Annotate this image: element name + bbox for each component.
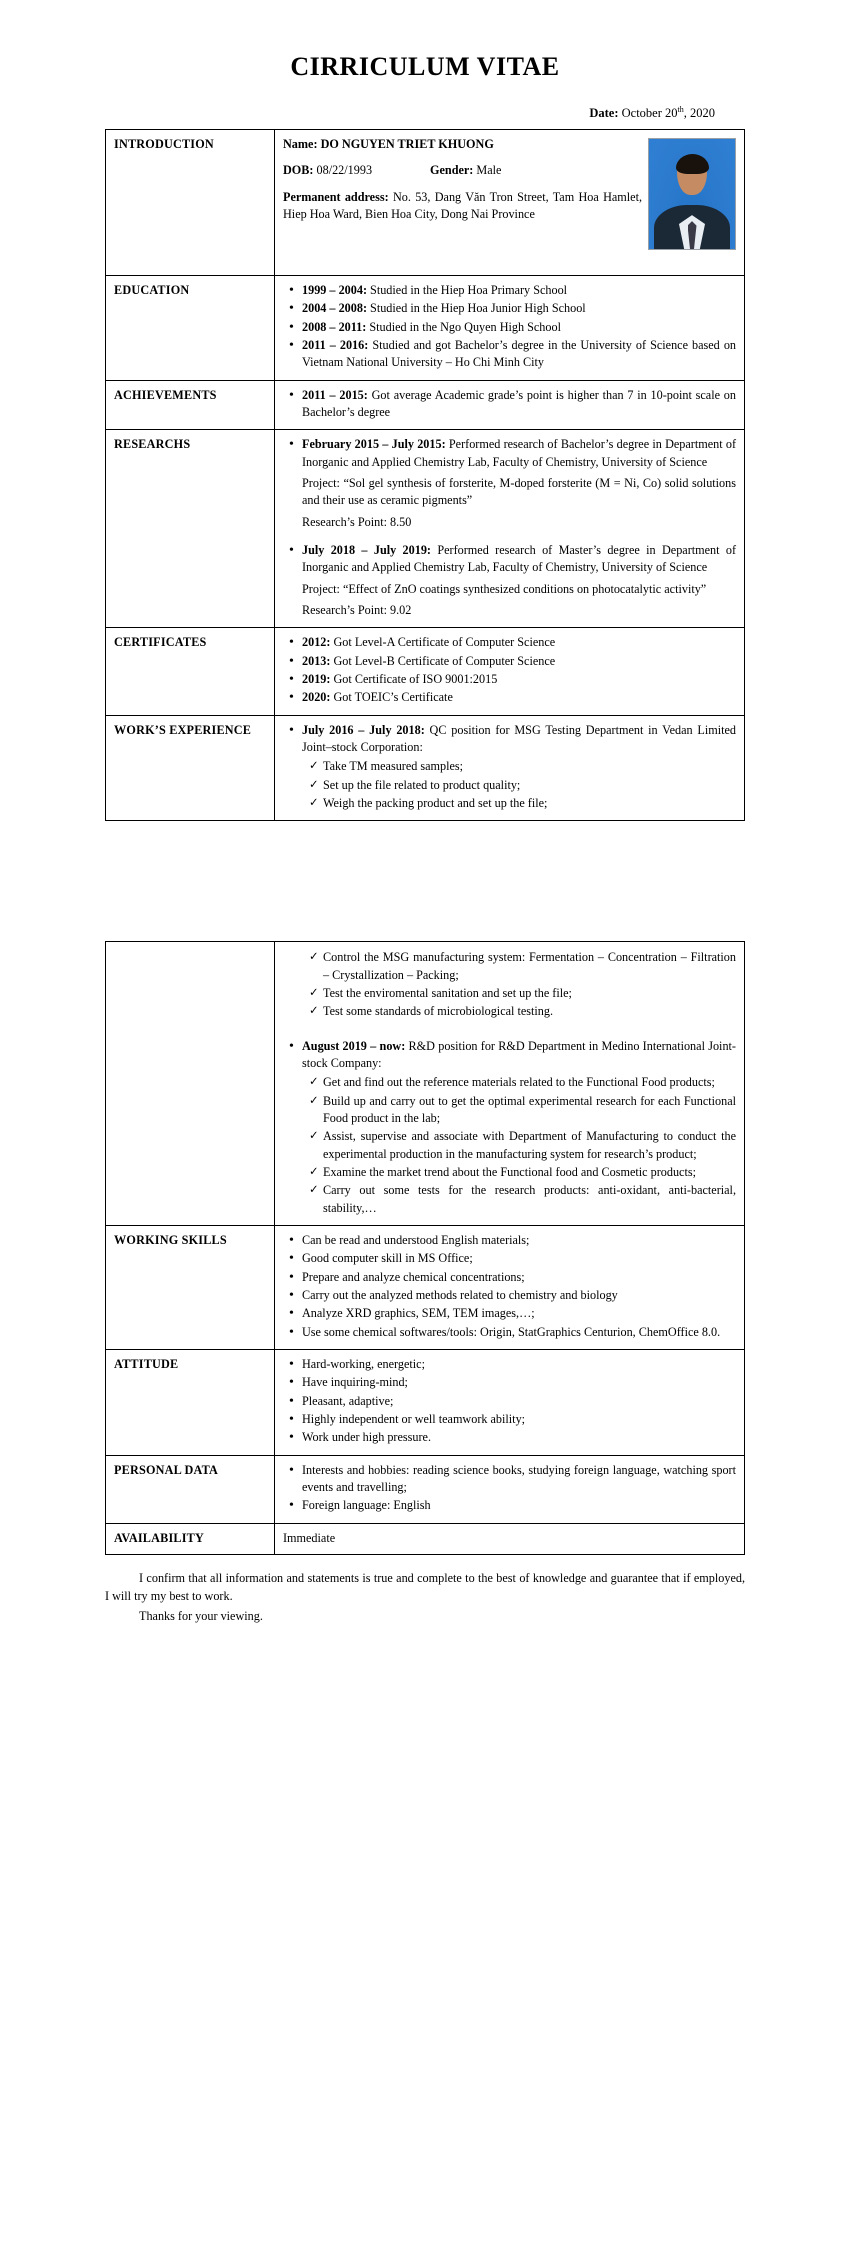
table-row-personal-data	[106, 1455, 745, 1523]
list-item: ✓ Control the MSG manufacturing system: Fermentation – Concentration – Filtration – Crystallization – Packing;	[323, 949, 736, 984]
row-label-work-experience-continued	[106, 942, 275, 1226]
list-item: ✓ Build up and carry out to get the optimal experimental research for each Functional Food product in the lab;	[323, 1093, 736, 1128]
certificate-year: 2019:	[302, 672, 331, 687]
list-item: ✓ Take TM measured samples;	[323, 758, 736, 775]
table-row-achievements	[106, 380, 745, 430]
date-label: Date:	[589, 106, 619, 121]
list-item	[302, 300, 736, 317]
list-item: ✓ Weigh the packing product and set up the file;	[323, 795, 736, 812]
list-item	[302, 387, 736, 422]
education-period: 1999 – 2004:	[302, 283, 367, 298]
research-text: Performed research of Master’s degree in Department of Inorganic and Applied Chemistry Lab, Faculty of Chemistry, University of Science	[302, 543, 737, 575]
row-content-education	[275, 276, 745, 381]
date-value-post: , 2020	[683, 106, 715, 121]
working-skills-list	[283, 1232, 736, 1341]
list-item	[302, 671, 736, 688]
job-duties-continued-list	[302, 949, 736, 1020]
list-item: • Good computer skill in MS Office;	[302, 1250, 736, 1267]
list-item: • Pleasant, adaptive;	[302, 1393, 736, 1410]
closing-statement	[105, 1569, 745, 1626]
list-item: ✓ Test the enviromental sanitation and set up the file;	[323, 985, 736, 1002]
date-value-pre: October 20	[621, 106, 678, 121]
closing-line-1: I confirm that all information and statements is true and complete to the best of knowledge and guarantee that if employed, I will try my best to work.	[105, 1570, 745, 1604]
list-item	[302, 542, 736, 619]
list-item: • Work under high pressure.	[302, 1429, 736, 1446]
row-label-education: EDUCATION	[106, 276, 275, 381]
row-label-achievements: ACHIEVEMENTS	[106, 380, 275, 430]
table-row-working-skills	[106, 1225, 745, 1349]
page-break-gap	[75, 821, 775, 941]
job-text: R&D position for R&D Department in Medino International Joint-stock Company:	[302, 1038, 736, 1070]
job-text: QC position for MSG Testing Department in Vedan Limited Joint–stock Corporation:	[302, 722, 736, 755]
work-experience-list-2	[283, 1038, 736, 1217]
list-item	[302, 282, 736, 299]
closing-line-2: Thanks for your viewing.	[139, 1609, 263, 1624]
research-point: Research’s Point: 8.50	[302, 514, 412, 529]
row-content-personal-data	[275, 1455, 745, 1523]
dob-label: DOB:	[283, 163, 314, 178]
certificate-text: Got Level-B Certificate of Computer Science	[330, 653, 556, 668]
dob-value: 08/22/1993	[316, 163, 373, 178]
row-content-achievements	[275, 380, 745, 430]
row-content-work-experience-continued	[275, 942, 745, 1226]
portrait-photo	[648, 138, 736, 250]
list-item: ✓ Assist, supervise and associate with Department of Manufacturing to conduct the experimental production in the manufacturing system for research’s product;	[323, 1128, 736, 1163]
job-duties-list	[302, 1074, 736, 1217]
education-text: Studied and got Bachelor’s degree in the University of Science based on Vietnam National University – Ho Chi Minh City	[302, 338, 737, 370]
list-spacer	[302, 532, 736, 541]
list-item: • Have inquiring-mind;	[302, 1374, 736, 1391]
intro-name-line	[283, 136, 642, 153]
row-label-personal-data: PERSONAL DATA	[106, 1455, 275, 1523]
education-text: Studied in the Ngo Quyen High School	[366, 319, 561, 334]
row-label-availability: AVAILABILITY	[106, 1523, 275, 1554]
page-title: CIRRICULUM VITAE	[290, 52, 560, 81]
name-label: Name:	[283, 137, 318, 152]
list-item: ✓ Examine the market trend about the Functional food and Cosmetic products;	[323, 1164, 736, 1181]
list-item: ✓ Get and find out the reference materials related to the Functional Food products;	[323, 1074, 736, 1091]
list-item: ✓ Carry out some tests for the research products: anti-oxidant, anti-bacterial, stability,…	[323, 1182, 736, 1217]
list-item: ✓ Set up the file related to product quality;	[323, 777, 736, 794]
research-period: July 2018 – July 2019:	[302, 543, 431, 558]
list-item	[302, 1038, 736, 1217]
certificate-year: 2013:	[302, 653, 331, 668]
list-item: • Hard-working, energetic;	[302, 1356, 736, 1373]
intro-address-line	[283, 189, 642, 224]
row-content-working-skills	[275, 1225, 745, 1349]
education-period: 2004 – 2008:	[302, 301, 367, 316]
cv-table-page2	[105, 941, 745, 1555]
row-label-work-experience: WORK’S EXPERIENCE	[106, 715, 275, 821]
gender-value: Male	[476, 163, 502, 178]
row-content-attitude	[275, 1349, 745, 1455]
work-experience-list	[283, 722, 736, 813]
table-row-certificates	[106, 628, 745, 715]
education-period: 2011 – 2016:	[302, 338, 369, 353]
research-period: February 2015 – July 2015:	[302, 437, 446, 452]
certificate-year: 2020:	[302, 690, 331, 705]
row-label-attitude: ATTITUDE	[106, 1349, 275, 1455]
list-item: • Analyze XRD graphics, SEM, TEM images,…;	[302, 1305, 736, 1322]
row-label-working-skills: WORKING SKILLS	[106, 1225, 275, 1349]
intro-dob-line	[283, 162, 642, 179]
job-period: July 2016 – July 2018:	[302, 722, 425, 737]
row-content-researchs	[275, 430, 745, 628]
row-content-introduction	[275, 130, 745, 276]
research-point: Research’s Point: 9.02	[302, 603, 412, 618]
list-item	[302, 337, 736, 372]
list-item: • Can be read and understood English materials;	[302, 1232, 736, 1249]
certificates-list	[283, 634, 736, 706]
cv-table-page1	[105, 129, 745, 821]
table-row-attitude	[106, 1349, 745, 1455]
table-row-researchs	[106, 430, 745, 628]
table-row-work-experience	[106, 715, 745, 821]
row-content-certificates	[275, 628, 745, 715]
date-ordinal-suffix: th	[677, 105, 684, 114]
attitude-list	[283, 1356, 736, 1447]
achievement-text: Got average Academic grade’s point is higher than 7 in 10-point scale on Bachelor’s degree	[302, 387, 736, 420]
job-duties-list	[302, 758, 736, 812]
job-period: August 2019 – now:	[302, 1038, 406, 1053]
table-row-work-experience-continued	[106, 942, 745, 1226]
education-list	[283, 282, 736, 372]
list-item: • Highly independent or well teamwork ability;	[302, 1411, 736, 1428]
row-label-certificates: CERTIFICATES	[106, 628, 275, 715]
address-value: No. 53, Dang Văn Tron Street, Tam Hoa Hamlet, Hiep Hoa Ward, Bien Hoa City, Dong Nai Province	[283, 189, 643, 222]
certificate-text: Got Certificate of ISO 9001:2015	[330, 672, 498, 687]
gender-label: Gender:	[430, 163, 474, 178]
cv-page	[0, 52, 850, 1626]
row-content-availability: Immediate	[275, 1523, 745, 1554]
table-row-availability	[106, 1523, 745, 1554]
list-item: • Foreign language: English	[302, 1497, 736, 1514]
list-item	[302, 436, 736, 531]
research-project: Project: “Effect of ZnO coatings synthesized conditions on photocatalytic activity”	[302, 581, 707, 596]
achievements-list	[283, 387, 736, 422]
list-item	[302, 634, 736, 651]
address-label: Permanent address:	[283, 189, 389, 204]
row-content-work-experience	[275, 715, 745, 821]
name-value: DO NGUYEN TRIET KHUONG	[320, 137, 494, 152]
research-text: Performed research of Bachelor’s degree in Department of Inorganic and Applied Chemistry Lab, Faculty of Chemistry, University of Science	[302, 437, 737, 469]
list-item: ✓ Test some standards of microbiological testing.	[323, 1003, 736, 1020]
research-project: Project: “Sol gel synthesis of forsterite, M-doped forsterite (M = Ni, Co) solid solutions and their use as ceramic pigments”	[302, 476, 736, 508]
achievement-period: 2011 – 2015:	[302, 387, 368, 402]
education-period: 2008 – 2011:	[302, 319, 367, 334]
certificate-text: Got Level-A Certificate of Computer Science	[330, 635, 556, 650]
list-item: • Use some chemical softwares/tools: Origin, StatGraphics Centurion, ChemOffice 8.0.	[302, 1324, 736, 1341]
row-label-introduction: INTRODUCTION	[106, 130, 275, 276]
list-item	[302, 653, 736, 670]
researchs-list	[283, 436, 736, 619]
list-item	[302, 689, 736, 706]
certificate-text: Got TOEIC’s Certificate	[330, 690, 453, 705]
row-label-researchs: RESEARCHS	[106, 430, 275, 628]
certificate-year: 2012:	[302, 635, 331, 650]
table-row-education	[106, 276, 745, 381]
list-item	[302, 722, 736, 813]
personal-data-list	[283, 1462, 736, 1515]
date-line	[75, 105, 715, 121]
list-item: • Carry out the analyzed methods related to chemistry and biology	[302, 1287, 736, 1304]
list-item	[302, 319, 736, 336]
table-row-introduction	[106, 130, 745, 276]
list-item: • Prepare and analyze chemical concentrations;	[302, 1269, 736, 1286]
education-text: Studied in the Hiep Hoa Junior High School	[367, 301, 586, 316]
list-item: • Interests and hobbies: reading science books, studying foreign language, watching sport events and travelling;	[302, 1462, 736, 1497]
education-text: Studied in the Hiep Hoa Primary School	[367, 283, 568, 298]
